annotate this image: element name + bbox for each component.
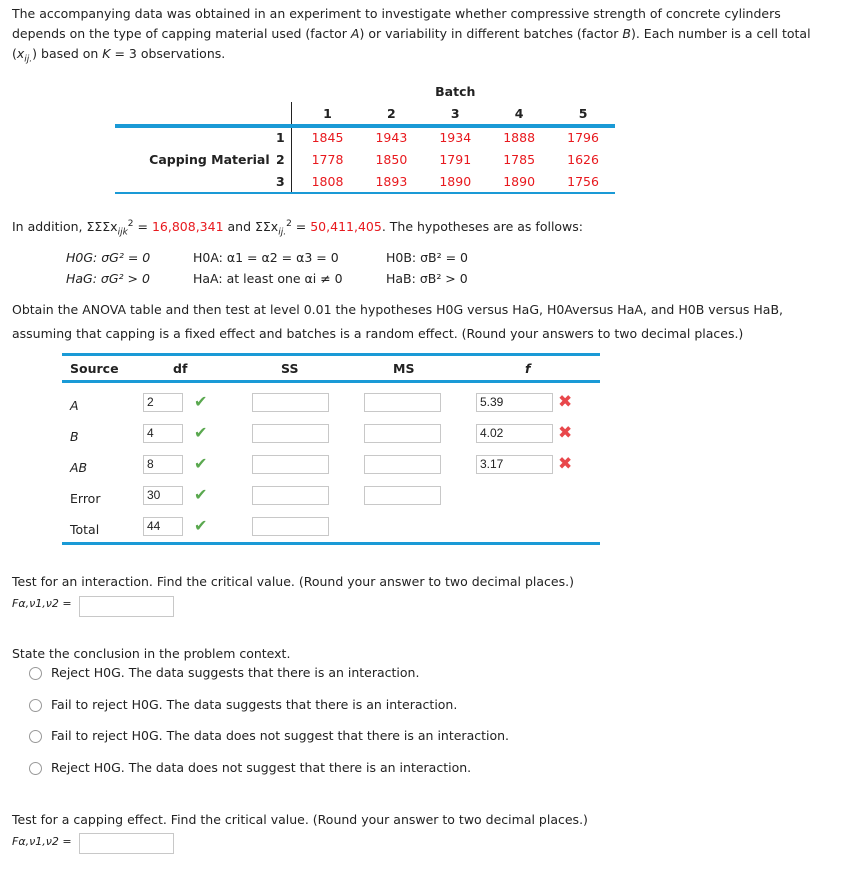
source-label: B bbox=[70, 429, 79, 444]
option-label[interactable]: Fail to reject H0G. The data suggests that there is an interaction. bbox=[51, 697, 458, 712]
f-input[interactable]: 4.02 bbox=[476, 424, 553, 443]
ss-input[interactable] bbox=[252, 517, 329, 536]
ss-input[interactable] bbox=[252, 424, 329, 443]
cross-icon: ✖ bbox=[558, 392, 573, 412]
radio-option-2[interactable] bbox=[29, 699, 42, 712]
ms-input[interactable] bbox=[364, 393, 441, 412]
df-input[interactable]: 4 bbox=[143, 424, 183, 443]
batch-col: 3 bbox=[450, 105, 460, 121]
check-icon: ✔ bbox=[194, 423, 208, 442]
df-input[interactable]: 44 bbox=[143, 517, 183, 536]
interaction-critical-value-input[interactable] bbox=[79, 596, 174, 617]
option-label[interactable]: Reject H0G. The data suggests that there is an interaction. bbox=[51, 665, 420, 680]
hag: HaG: σG² > 0 bbox=[66, 271, 150, 286]
anova-instructions: Obtain the ANOVA table and then test at level 0.01 the hypotheses H0G versus HaG, H0Aversus HaA, and H0B versus HaB, assuming that capping is a fixed effect and batches is a random effect. (Round your answers to two decimal places.) bbox=[12, 302, 784, 341]
cross-icon: ✖ bbox=[558, 454, 573, 474]
hab: HaB: σB² > 0 bbox=[386, 271, 468, 286]
table-row bbox=[62, 418, 600, 449]
check-icon: ✔ bbox=[194, 485, 208, 504]
source-label: Error bbox=[70, 491, 101, 506]
col-ms: MS bbox=[393, 361, 415, 376]
table-row bbox=[62, 449, 600, 480]
check-icon: ✔ bbox=[194, 516, 208, 535]
ms-input[interactable] bbox=[364, 486, 441, 505]
ss-input[interactable] bbox=[252, 393, 329, 412]
ms-input[interactable] bbox=[364, 455, 441, 474]
option-label[interactable]: Reject H0G. The data does not suggest that there is an interaction. bbox=[51, 760, 472, 775]
batch-col: 1 bbox=[323, 105, 332, 121]
col-df: df bbox=[173, 361, 188, 376]
batch-col: 2 bbox=[387, 105, 396, 121]
check-icon: ✔ bbox=[194, 454, 208, 473]
ss-input[interactable] bbox=[252, 486, 329, 505]
batch-col: 5 bbox=[578, 105, 588, 121]
h0g: H0G: σG² = 0 bbox=[66, 250, 151, 265]
df-input[interactable]: 8 bbox=[143, 455, 183, 474]
h0a: H0A: α1 = α2 = α3 = 0 bbox=[193, 250, 339, 265]
haa: HaA: at least one αi ≠ 0 bbox=[193, 271, 343, 286]
df-input[interactable]: 30 bbox=[143, 486, 183, 505]
anova-table bbox=[62, 353, 600, 545]
capping-critical-value-input[interactable] bbox=[79, 833, 174, 854]
ms-input[interactable] bbox=[364, 424, 441, 443]
df-input[interactable]: 2 bbox=[143, 393, 183, 412]
table-row bbox=[62, 511, 600, 542]
divider bbox=[115, 126, 615, 128]
f-critical-label: Fα,ν1,ν2 = bbox=[12, 835, 72, 848]
option-label[interactable]: Fail to reject H0G. The data does not suggest that there is an interaction. bbox=[51, 728, 510, 743]
source-label: A bbox=[70, 398, 79, 413]
f-critical-label: Fα,ν1,ν2 = bbox=[12, 597, 72, 610]
sums-sentence: In addition, ΣΣΣx$_{ijk}^2$ = 16,808,341 and ΣΣx$_{ij.}^2$ = 50,411,405. The hypotheses are as follows: bbox=[12, 219, 584, 238]
batch-header: Batch bbox=[435, 83, 476, 99]
batch-col: 4 bbox=[514, 105, 524, 121]
radio-option-3[interactable] bbox=[29, 730, 42, 743]
table-row: 3 1808 1893 1890 1890 1756 bbox=[115, 170, 615, 193]
capping-material-label: Capping Material bbox=[149, 151, 270, 167]
table-row bbox=[62, 480, 600, 511]
f-input[interactable]: 3.17 bbox=[476, 455, 553, 474]
check-icon: ✔ bbox=[194, 392, 208, 411]
conclusion-prompt: State the conclusion in the problem context. bbox=[12, 646, 291, 661]
source-label: AB bbox=[70, 460, 88, 475]
table-row bbox=[62, 387, 600, 418]
batch-data-table bbox=[115, 80, 615, 194]
col-ss: SS bbox=[281, 361, 299, 376]
radio-option-1[interactable] bbox=[29, 667, 42, 680]
h0b: H0B: σB² = 0 bbox=[386, 250, 468, 265]
col-source: Source bbox=[70, 361, 119, 376]
capping-prompt: Test for a capping effect. Find the critical value. (Round your answer to two decimal places.) bbox=[12, 812, 588, 827]
table-row: 1 1845 1943 1934 1888 1796 bbox=[115, 125, 615, 148]
interaction-prompt: Test for an interaction. Find the critical value. (Round your answer to two decimal places.) bbox=[12, 574, 574, 589]
cross-icon: ✖ bbox=[558, 423, 573, 443]
source-label: Total bbox=[70, 522, 100, 537]
radio-option-4[interactable] bbox=[29, 762, 42, 775]
table-row: Capping Material 2 1778 1850 1791 1785 1626 bbox=[115, 148, 615, 170]
ss-input[interactable] bbox=[252, 455, 329, 474]
col-f: f bbox=[525, 361, 531, 376]
problem-intro: The accompanying data was obtained in an experiment to investigate whether compressive strength of concrete cylinders depends on the type of capping material used (factor A) or variability in different batches (factor B). Each number is a cell total $(x_{ij.})$ based on K = 3 observations. bbox=[12, 6, 811, 65]
f-input[interactable]: 5.39 bbox=[476, 393, 553, 412]
